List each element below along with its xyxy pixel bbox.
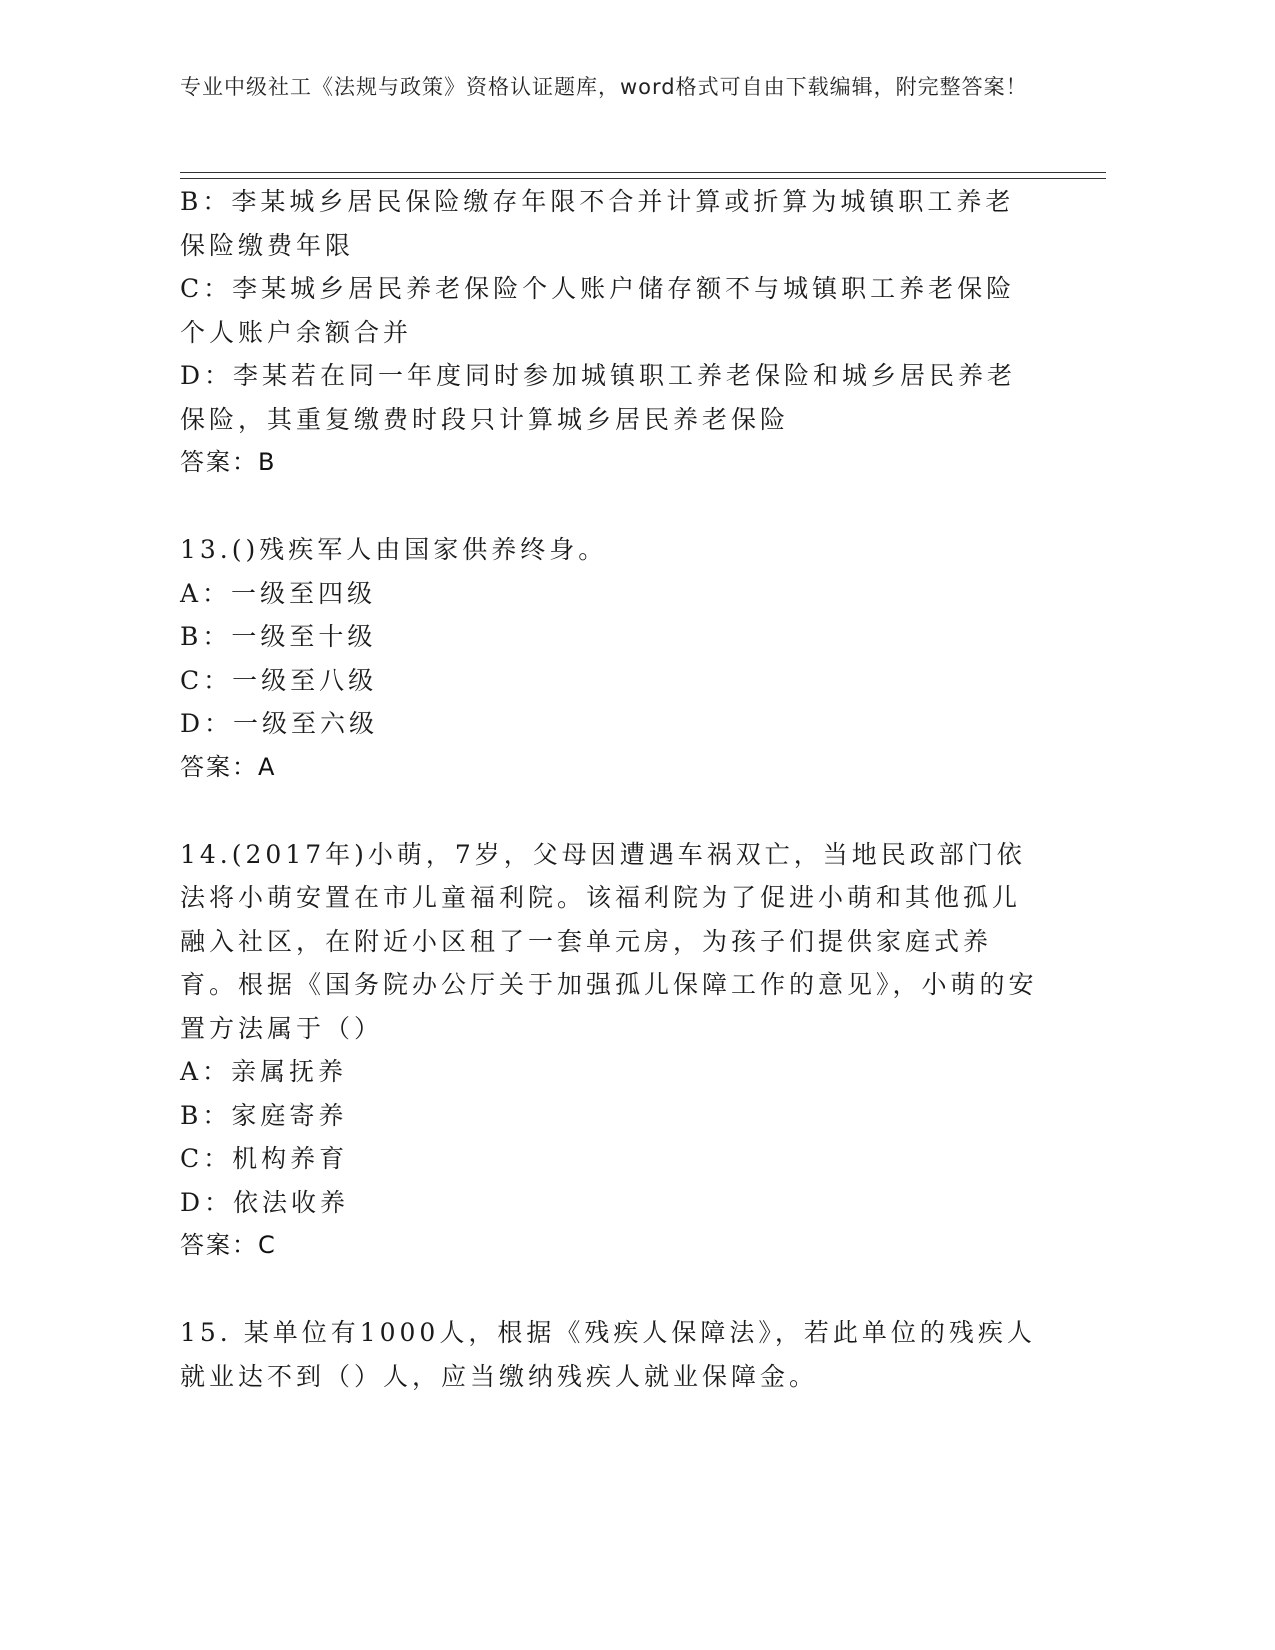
header-double-rule bbox=[180, 172, 1106, 179]
page-header: 专业中级社工《法规与政策》资格认证题库，word格式可自由下载编辑，附完整答案！ bbox=[180, 75, 1028, 99]
option-d: D：一级至六级 bbox=[180, 709, 379, 738]
answer-line: 答案：B bbox=[180, 448, 277, 476]
question-stem: 14.(2017年)小萌，7岁，父母因遭遇车祸双亡，当地民政部门依法将小萌安置在市儿童福利院。该福利院为了促进小萌和其他孤儿融入社区，在附近小区租了一套单元房，为孩子们提供家庭式养育。根据《国务院办公厅关于加强孤儿保障工作的意见》，小萌的安置方法属于（） bbox=[180, 839, 1038, 1043]
option-d: D：依法收养 bbox=[180, 1187, 350, 1217]
option-c: C：机构养育 bbox=[180, 1144, 349, 1173]
question-13 bbox=[180, 528, 1040, 789]
option-d: D：李某若在同一年度同时参加城镇职工养老保险和城乡居民养老保险，其重复缴费时段只计算城乡居民养老保险 bbox=[180, 361, 1017, 434]
option-b: B：家庭寄养 bbox=[180, 1100, 348, 1130]
previous-question-continuation bbox=[180, 180, 1040, 485]
answer-line: 答案：A bbox=[180, 752, 277, 781]
option-b: B：李某城乡居民保险缴存年限不合并计算或折算为城镇职工养老保险缴费年限 bbox=[180, 187, 1015, 260]
option-a: A：亲属抚养 bbox=[180, 1057, 348, 1086]
answer-line: 答案：C bbox=[180, 1231, 277, 1259]
option-b: B：一级至十级 bbox=[180, 622, 377, 651]
option-c: C：一级至八级 bbox=[180, 665, 378, 695]
question-15 bbox=[180, 1311, 1040, 1398]
question-stem: 13.()残疾军人由国家供养终身。 bbox=[180, 535, 608, 564]
question-stem: 15. 某单位有1000人，根据《残疾人保障法》，若此单位的残疾人就业达不到（）人，应当缴纳残疾人就业保障金。 bbox=[180, 1318, 1036, 1391]
question-14 bbox=[180, 833, 1040, 1268]
option-a: A：一级至四级 bbox=[180, 578, 377, 608]
document-body bbox=[180, 180, 1040, 1398]
option-c: C：李某城乡居民养老保险个人账户储存额不与城镇职工养老保险个人账户余额合并 bbox=[180, 274, 1016, 347]
